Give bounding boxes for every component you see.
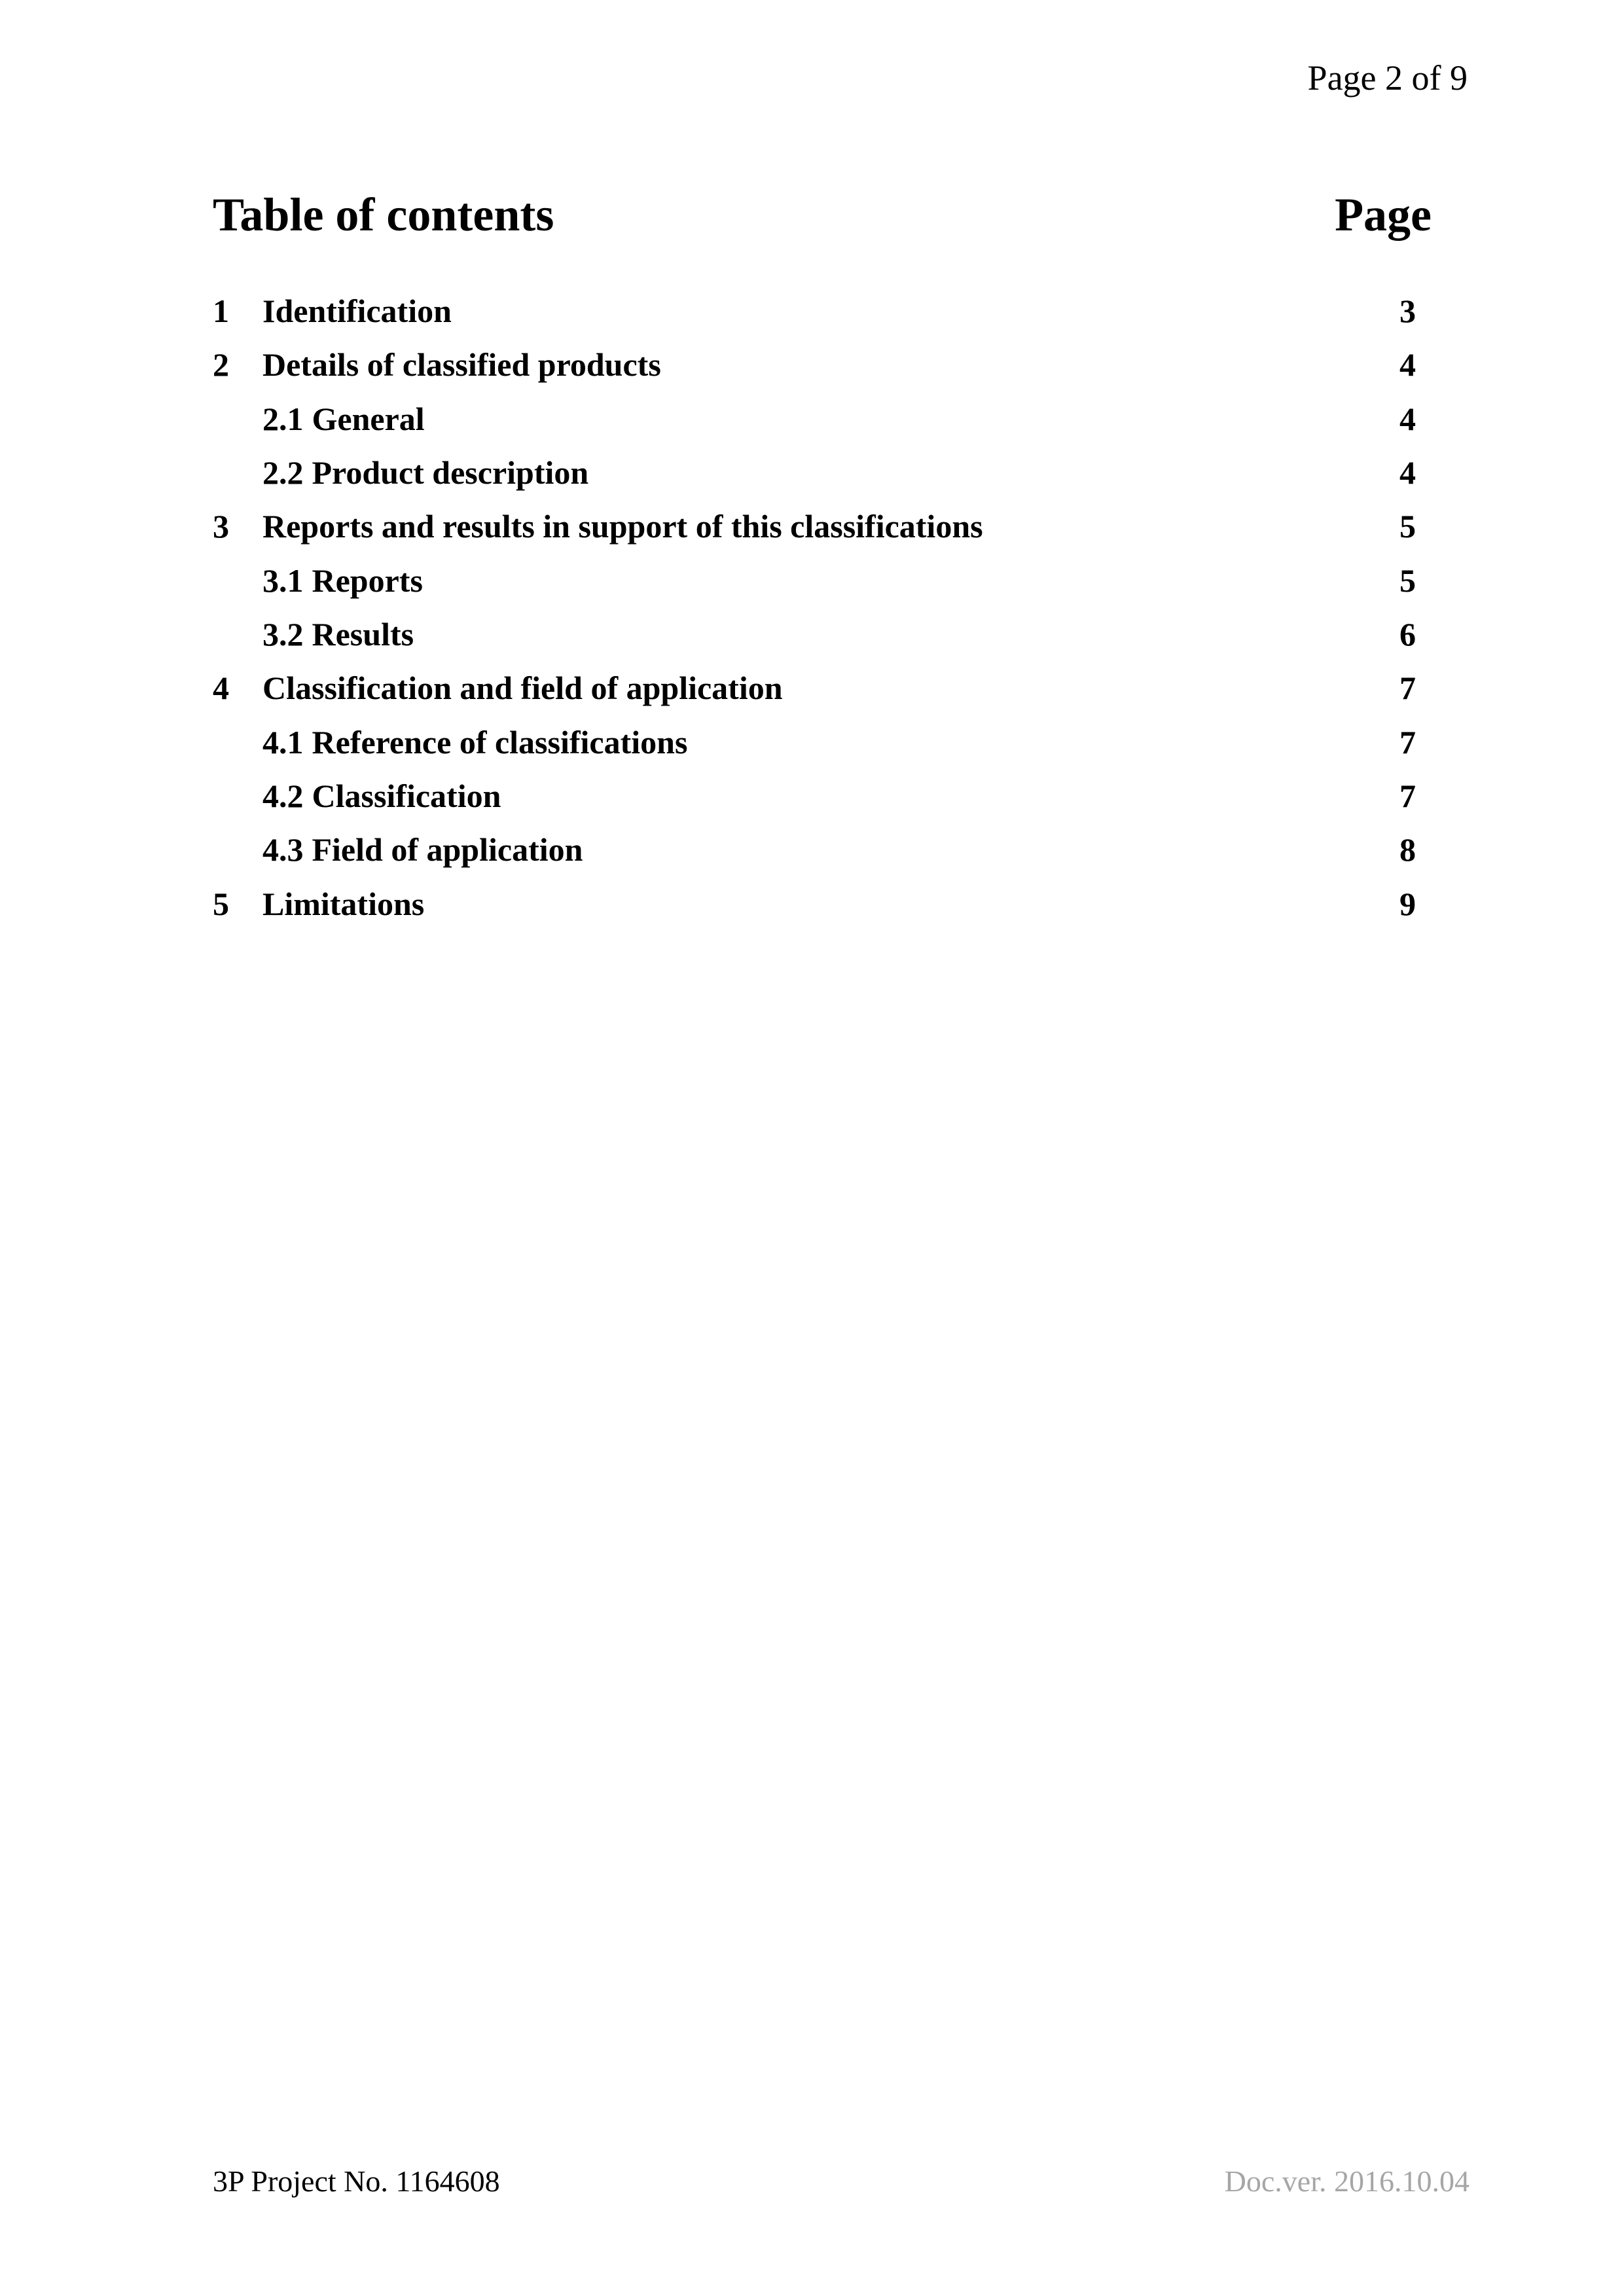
toc-entry-number: 2.1 xyxy=(262,400,304,437)
toc-entry xyxy=(213,392,1416,446)
footer-project-number: 3P Project No. 1164608 xyxy=(213,2164,500,2198)
toc-entry-page: 5 xyxy=(1399,508,1416,545)
page-footer xyxy=(213,2166,1470,2197)
toc-entry-title: Reports xyxy=(312,562,423,599)
toc-entry xyxy=(213,446,1416,499)
toc-entry-number: 4 xyxy=(213,670,229,707)
toc-entry-number: 5 xyxy=(213,885,229,922)
toc-entry-number: 2 xyxy=(213,346,229,384)
toc-entry-page: 7 xyxy=(1399,723,1416,761)
toc-list xyxy=(213,284,1416,931)
toc-entry xyxy=(213,823,1416,876)
toc-entry-title: Reports and results in support of this classifications xyxy=(262,508,983,545)
toc-entry xyxy=(213,715,1416,769)
toc-entry-page: 3 xyxy=(1399,293,1416,329)
toc-entry-title: General xyxy=(312,400,425,437)
toc-entry-title: Identification xyxy=(262,293,452,329)
toc-entry-page: 6 xyxy=(1399,616,1416,653)
toc-entry xyxy=(213,607,1416,661)
toc-entry-number: 3.1 xyxy=(262,562,304,599)
toc-entry xyxy=(213,554,1416,607)
toc-entry-number: 4.2 xyxy=(262,778,304,815)
toc-entry-title: Details of classified products xyxy=(262,346,661,384)
toc-entry-page: 4 xyxy=(1399,346,1416,384)
toc-entry xyxy=(213,284,1416,338)
toc-entry-number: 3.2 xyxy=(262,616,304,653)
toc-header-row xyxy=(213,188,1432,241)
toc-page-column-label: Page xyxy=(1335,188,1432,241)
toc-entry-title: Product description xyxy=(312,454,589,492)
toc-entry-number: 4.3 xyxy=(262,831,304,869)
toc-entry-number: 4.1 xyxy=(262,723,304,761)
toc-entry xyxy=(213,499,1416,553)
toc-entry-number: 2.2 xyxy=(262,454,304,492)
toc-entry-page: 4 xyxy=(1399,400,1416,437)
toc-entry-page: 8 xyxy=(1399,831,1416,869)
toc-entry-page: 4 xyxy=(1399,454,1416,492)
toc-entry-title: Classification xyxy=(312,778,501,815)
toc-entry xyxy=(213,877,1416,931)
toc-entry-page: 7 xyxy=(1399,670,1416,707)
toc-entry-title: Classification and field of application xyxy=(262,670,783,707)
toc-entry xyxy=(213,661,1416,715)
toc-entry-page: 7 xyxy=(1399,778,1416,815)
page-number-header: Page 2 of 9 xyxy=(1307,58,1468,98)
toc-entry-page: 5 xyxy=(1399,562,1416,599)
toc-entry-title: Results xyxy=(312,616,414,653)
toc-entry-number: 1 xyxy=(213,293,229,329)
toc-title: Table of contents xyxy=(213,188,554,241)
toc-entry-title: Limitations xyxy=(262,885,425,922)
toc-entry xyxy=(213,338,1416,391)
toc-entry-number: 3 xyxy=(213,508,229,545)
footer-doc-version: Doc.ver. 2016.10.04 xyxy=(1224,2164,1470,2198)
toc-entry-title: Field of application xyxy=(312,831,583,869)
toc-entry xyxy=(213,769,1416,823)
toc-entry-title: Reference of classifications xyxy=(312,723,688,761)
toc-entry-page: 9 xyxy=(1399,885,1416,922)
